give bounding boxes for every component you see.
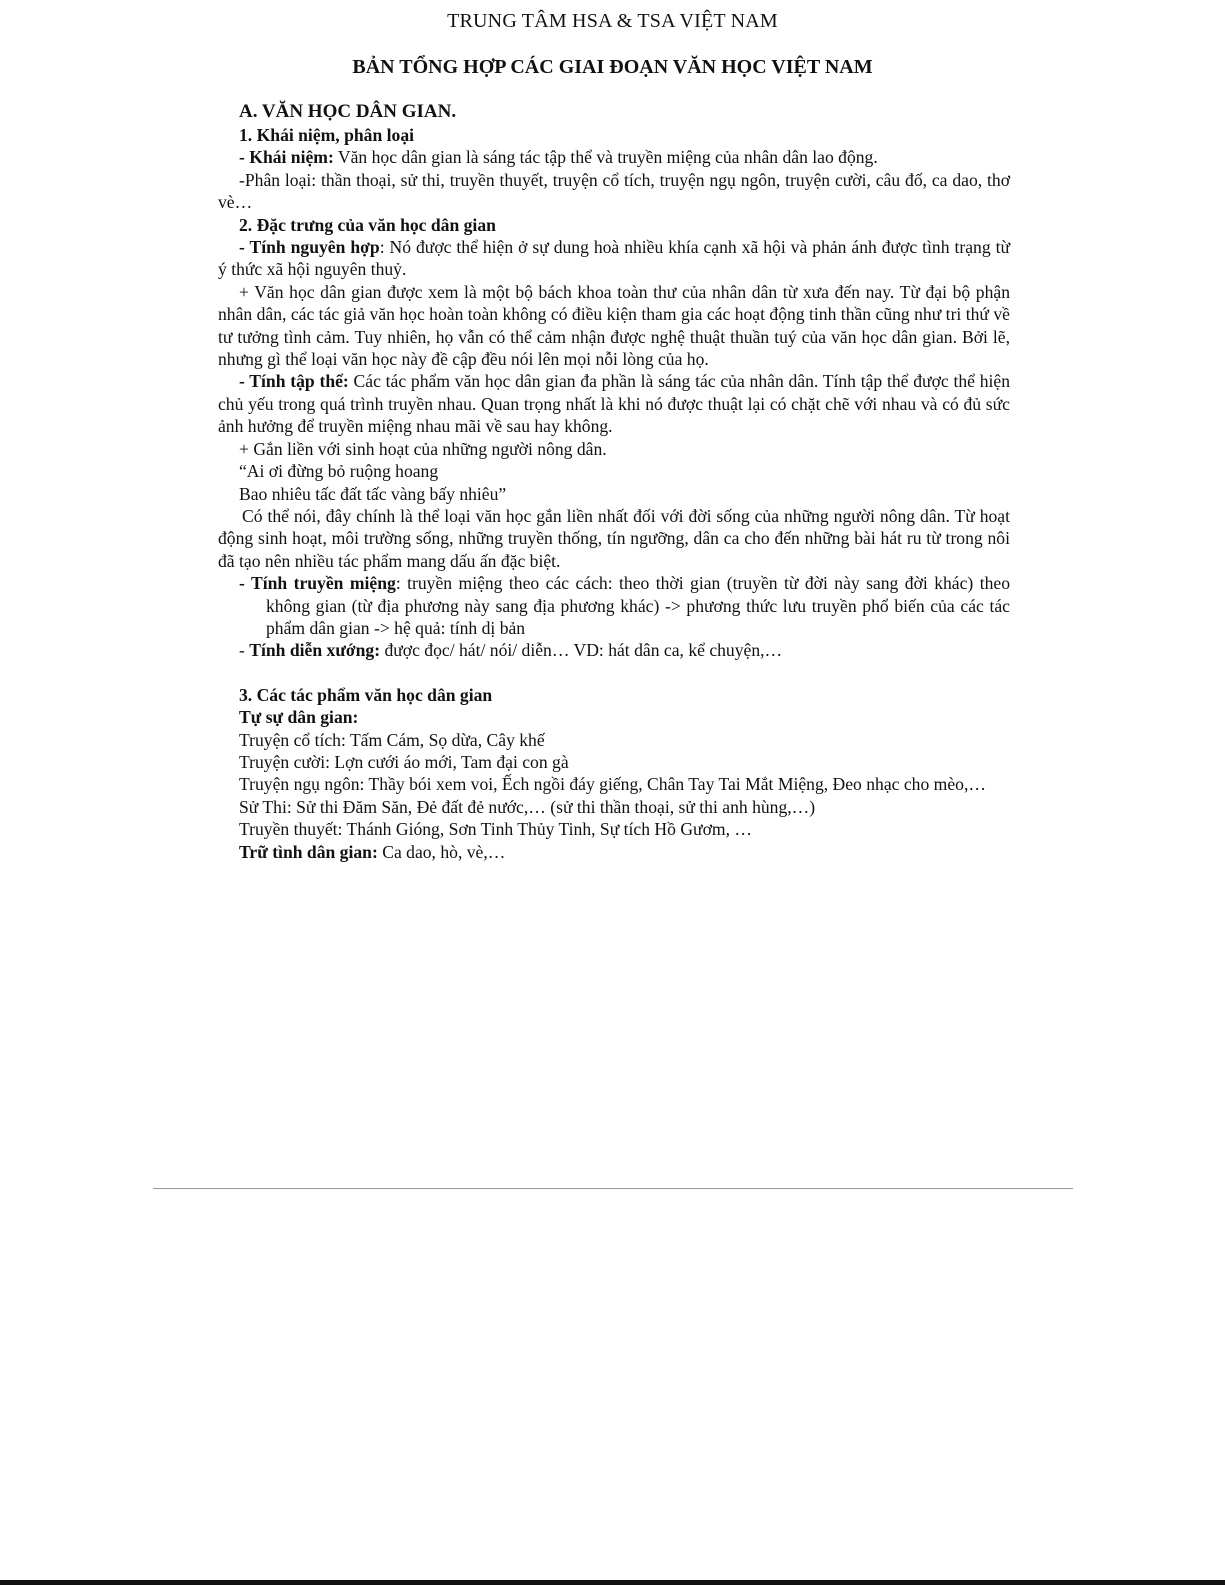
document-body xyxy=(218,100,1010,863)
fairy-tales-line: Truyện cổ tích: Tấm Cám, Sọ dừa, Cây khế xyxy=(239,729,545,750)
oral-transmission-label: - Tính truyền miệng xyxy=(239,573,396,594)
humor-tales-line: Truyện cười: Lợn cưới áo mới, Tam đại con gà xyxy=(239,751,569,772)
footer-divider xyxy=(153,1188,1073,1189)
definition-text: Văn học dân gian là sáng tác tập thể và truyền miệng của nhân dân lao động. xyxy=(333,147,878,168)
page-header: TRUNG TÂM HSA & TSA VIỆT NAM xyxy=(447,10,778,32)
performance-prefix: - xyxy=(239,640,250,661)
oral-transmission-paragraph xyxy=(218,572,1010,639)
definition-label: - Khái niệm: xyxy=(239,147,334,168)
oral-transmission-text: : truyền miệng theo các cách: theo thời gian (truyền từ đời này sang đời khác) theo không gian (từ địa phương này sang địa phương khác) -> phương thức lưu truyền phổ biến của các tác phẩm dân gian -> hệ quả: tính dị bản xyxy=(266,573,1010,638)
collectivity-label: - Tính tập thể: xyxy=(239,371,349,392)
syncretism-label: - Tính nguyên hợp xyxy=(239,237,380,258)
farmer-paragraph: Có thể nói, đây chính là thể loại văn học gắn liền nhất đối với đời sống của những người nông dân. Từ hoạt động sinh hoạt, môi trường sống, những truyền thống, tín ngưỡng, dân ca cho đến những bài hát ru từ trong nôi đã tạo nên nhiều tác phẩm mang dấu ấn đặc biệt. xyxy=(218,505,1010,571)
legends-line: Truyền thuyết: Thánh Gióng, Sơn Tinh Thủy Tinh, Sự tích Hồ Gươm, … xyxy=(239,819,752,840)
farmer-life-line: + Gắn liền với sinh hoạt của những người nông dân. xyxy=(239,438,607,459)
section-a-heading: A. VĂN HỌC DÂN GIAN. xyxy=(239,101,457,122)
verse-line-2: Bao nhiêu tấc đất tấc vàng bấy nhiêu” xyxy=(239,483,507,504)
definition-paragraph xyxy=(218,146,1010,168)
section-1-heading: 1. Khái niệm, phân loại xyxy=(239,125,415,145)
folk-lyric-text: Ca dao, hò, vè,… xyxy=(377,841,506,862)
syncretism-text: : Nó được thể hiện ở sự dung hoà nhiều khía cạnh xã hội và phản ánh được tình trạng từ ý thức xã hội nguyên thuỷ. xyxy=(218,237,1011,280)
page-bottom-border xyxy=(0,1580,1225,1585)
epics-line: Sử Thi: Sử thi Đăm Săn, Đẻ đất đẻ nước,… (sử thi thần thoại, sử thi anh hùng,…) xyxy=(239,796,816,817)
syncretism-paragraph xyxy=(218,236,1010,281)
encyclopedia-paragraph: + Văn học dân gian được xem là một bộ bách khoa toàn thư của nhân dân từ xưa đến nay. Từ đại bộ phận nhân dân, các tác giả văn học hoàn toàn không có điều kiện tham gia các hoạt động tinh thần cũng như tri thứ về tư tưởng tình cảm. Tuy nhiên, họ vẫn có thể cảm nhận được nghệ thuật thuần tuý của văn học dân gian. Bởi lẽ, nhưng gì thể loại văn học này đề cập đều nói lên mọi nỗi lòng của họ. xyxy=(218,281,1010,370)
performance-paragraph xyxy=(218,639,1010,661)
fables-line: Truyện ngụ ngôn: Thầy bói xem voi, Ếch ngồi đáy giếng, Chân Tay Tai Mắt Miệng, Đeo nhạc cho mèo,… xyxy=(239,774,986,795)
folk-narrative-heading: Tự sự dân gian: xyxy=(239,707,359,728)
verse-line-1: “Ai ơi đừng bỏ ruộng hoang xyxy=(239,461,439,482)
folk-lyric-label: Trữ tình dân gian: xyxy=(239,841,378,862)
section-3-heading: 3. Các tác phẩm văn học dân gian xyxy=(239,684,493,705)
performance-text: được đọc/ hát/ nói/ diễn… VD: hát dân ca, kể chuyện,… xyxy=(380,640,783,661)
collectivity-text: Các tác phẩm văn học dân gian đa phần là sáng tác của nhân dân. Tính tập thể được thể hiện chủ yếu trong quá trình truyền nhau. Quan trọng nhất là khi nó được thuật lại có chặt chẽ với nhau và có đủ sức ảnh hưởng để truyền miệng nhau mãi về sau hay không. xyxy=(218,371,1010,437)
section-2-heading: 2. Đặc trưng của văn học dân gian xyxy=(239,214,496,235)
document-title: BẢN TỔNG HỢP CÁC GIAI ĐOẠN VĂN HỌC VIỆT NAM xyxy=(352,56,873,78)
classification-paragraph: -Phân loại: thần thoại, sử thi, truyền thuyết, truyện cổ tích, truyện ngụ ngôn, truyện cười, câu đố, ca dao, thơ vè… xyxy=(218,169,1010,213)
folk-lyric-line xyxy=(218,841,1010,863)
performance-label: Tính diễn xướng: xyxy=(249,640,381,661)
collectivity-paragraph xyxy=(218,370,1010,437)
